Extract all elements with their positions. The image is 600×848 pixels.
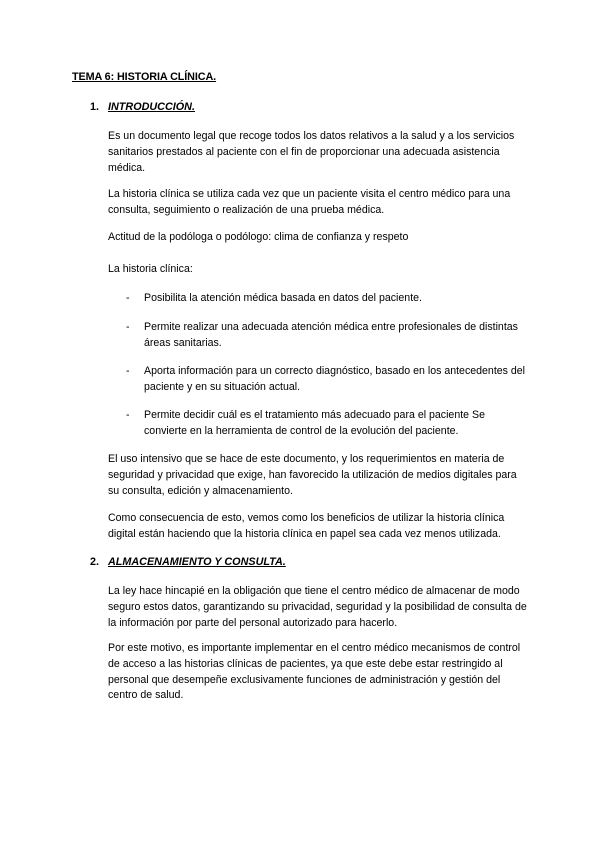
- bullet-dash: -: [126, 292, 130, 304]
- paragraph: El uso intensivo que se hace de este documento, y los requerimientos en materia de seguridad y privacidad que exige, han favorecido la utilización de medios digitales para su consulta, edición y almacenamiento.: [108, 453, 517, 497]
- bullet-dash: -: [126, 365, 130, 377]
- list-item-text: Permite decidir cuál es el tratamiento más adecuado para el paciente Se convierte en la herramienta de control de la evolución del paciente.: [144, 409, 485, 437]
- list-item: [126, 320, 528, 352]
- list-item: [126, 364, 528, 396]
- section-number: 1.: [90, 101, 100, 113]
- section-heading-introduccion: [90, 101, 195, 113]
- bullet-dash: -: [126, 409, 130, 421]
- list-item-text: Permite realizar una adecuada atención médica entre profesionales de distintas áreas sanitarias.: [144, 321, 518, 349]
- list-item-text: Posibilita la atención médica basada en datos del paciente.: [144, 292, 422, 304]
- paragraph: Por este motivo, es importante implementar en el centro médico mecanismos de control de acceso a las historias clínicas de pacientes, ya que este debe estar restringido al personal que desempeñe exclusivamente funciones de administración y gestión del centro de salud.: [108, 642, 521, 702]
- section-number: 2.: [90, 556, 100, 568]
- bullet-dash: -: [126, 321, 130, 333]
- document-title: TEMA 6: HISTORIA CLÍNICA.: [72, 71, 217, 83]
- section-title: INTRODUCCIÓN.: [108, 101, 195, 113]
- paragraph: La historia clínica se utiliza cada vez que un paciente visita el centro médico para una consulta, seguimiento o realización de una prueba médica.: [108, 188, 511, 216]
- list-item-text: Aporta información para un correcto diagnóstico, basado en los antecedentes del paciente y en su situación actual.: [144, 365, 526, 393]
- paragraph: Como consecuencia de esto, vemos como los beneficios de utilizar la historia clínica digital están haciendo que la historia clínica en papel sea cada vez menos utilizada.: [108, 512, 505, 540]
- section-heading-almacenamiento: [90, 556, 286, 568]
- list-item: [126, 408, 528, 440]
- paragraph: La ley hace hincapié en la obligación que tiene el centro médico de almacenar de modo seguro estos datos, garantizando su privacidad, seguridad y la posibilidad de consulta de la información por parte del personal autorizado para hacerlo.: [108, 585, 527, 629]
- section-title: ALMACENAMIENTO Y CONSULTA.: [108, 556, 286, 568]
- paragraph: Actitud de la podóloga o podólogo: clima de confianza y respeto: [108, 231, 409, 243]
- paragraph: Es un documento legal que recoge todos los datos relativos a la salud y a los servicios sanitarios prestados al paciente con el fin de proporcionar una adecuada asistencia médica.: [108, 130, 515, 174]
- paragraph: La historia clínica:: [108, 263, 193, 275]
- list-item: [126, 291, 528, 307]
